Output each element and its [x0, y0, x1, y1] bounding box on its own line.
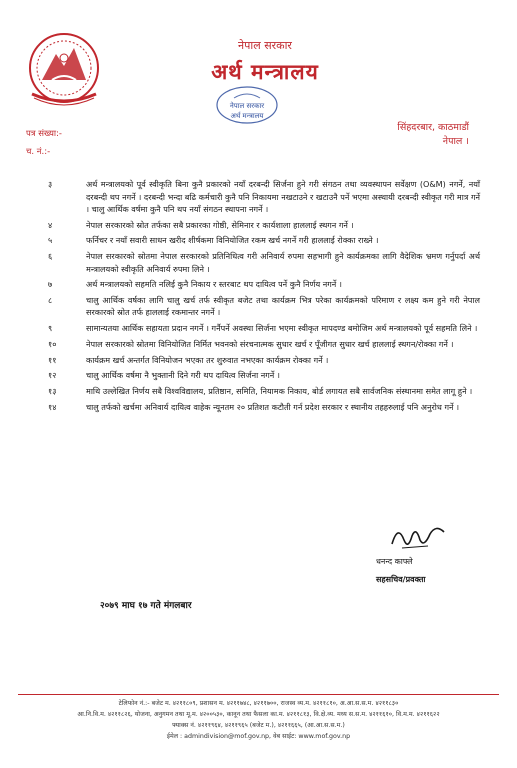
dispatch-number-label: च. नं.:-	[26, 147, 51, 157]
item-text: चालु तर्फको खर्चमा अनिवार्य दायित्व वाहेक न्यूनतम २० प्रतिशत कटौती गर्न प्रदेश सरकार र स्थानीय तहहरुलाई पनि अनुरोध गर्ने ।	[86, 401, 460, 412]
letter-number-label: पत्र संख्या:-	[26, 129, 63, 139]
signatory-title: सहसचिव/प्रवक्ता	[376, 575, 426, 584]
list-item	[30, 219, 480, 232]
item-number: ७	[48, 279, 53, 290]
item-text: अर्थ मन्त्रालयको पूर्व स्वीकृति बिना कुनै प्रकारको नयाँ दरबन्दी सिर्जना हुने गरी संगठन तथा व्यवस्थापन सर्वेक्षण (O&M) नगर्ने, नयाँ दरबन्दी थप नगर्ने । दरबन्दी भन्दा बढि कर्मचारी कुनै पनि निकायमा नखटाउने र खटाउनै पर्ने भएमा अस्थायी दरबन्दी स्वीकृत गरी मात्र गर्ने । चालु आर्थिक वर्षमा कुनै पनि थप नयाँ संगठन स्थापना नगर्ने ।	[86, 179, 480, 214]
footer-divider	[18, 694, 499, 695]
signature-mark	[388, 518, 448, 554]
list-item	[30, 401, 480, 414]
item-number: १०	[48, 338, 57, 349]
list-item	[30, 338, 480, 351]
item-text: सामान्यतया आर्थिक सहायता प्रदान नगर्ने । गर्नैपर्ने अवस्था सिर्जना भएमा स्वीकृत मापदण्ड बमोजिम अर्थ मन्त्रालयको पूर्व सहमति लिने ।	[86, 323, 478, 334]
place-line-1: सिंहदरबार, काठमाडौं	[397, 122, 469, 133]
list-item	[30, 294, 480, 319]
item-number: ९	[48, 323, 53, 334]
list-item	[30, 250, 480, 275]
item-text: चालु आर्थिक वर्षमा नै भुक्तानी दिने गरी थप दायित्व सिर्जना नगर्ने ।	[86, 370, 280, 381]
item-number: ३	[48, 179, 53, 189]
list-item	[30, 234, 480, 247]
stamp-text-top: नेपाल सरकार	[229, 102, 265, 110]
stamp-text-bottom: अर्थ मन्त्रालय	[230, 112, 264, 120]
ministry-heading: अर्थ मन्त्रालय	[211, 60, 319, 84]
list-item	[30, 385, 480, 398]
list-item	[30, 178, 480, 216]
document-date: २०७९ माघ १७ गते मंगलबार	[100, 601, 192, 611]
item-number: १२	[48, 370, 57, 381]
footer-email-line: ईमेल : admindivision@mof.gov.np, वेब साईट: www.mof.gov.np	[166, 733, 351, 740]
list-item	[30, 369, 480, 382]
list-item	[30, 354, 480, 367]
item-number: १४	[48, 401, 57, 412]
item-text: नेपाल सरकारको स्रोतमा विनियोजित निर्मित भवनको संरचनात्मक सुधार खर्च र पूँजीगत सुधार खर्च हाललाई स्थगन/रोक्का गर्ने ।	[86, 338, 454, 349]
item-number: ११	[48, 354, 57, 365]
footer-phone-line: टेलिफोन नं.:- बजेट म. ४२११८०९, प्रशासन म. ४२११७४८, ४२११७००, राजस्व व्य.म. ४२११८१०, अ.आ.स.स.म. ४२११८३०	[118, 700, 399, 707]
item-text: माथि उल्लेखित निर्णय सबै विश्वविद्यालय, प्रतिष्ठान, समिति, नियामक निकाय, बोर्ड लगायत सबै सार्वजनिक संस्थानमा समेत लागू हुने ।	[86, 385, 473, 396]
item-number: ४	[48, 219, 53, 230]
place-line-2: नेपाल ।	[442, 136, 469, 147]
list-item	[30, 278, 480, 291]
item-text: नेपाल सरकारको स्रोत तर्फका सबै प्रकारका गोष्ठी, सेमिनार र कार्यशाला हाललाई स्थगन गर्ने ।	[86, 219, 354, 230]
item-number: १३	[48, 385, 57, 396]
item-text: नेपाल सरकारको स्रोतमा नेपाल सरकारको प्रतिनिधित्व गरी अनिवार्य रुपमा सहभागी हुने कार्यक्रमका लागि वैदेशिक भ्रमण गर्नुपर्दा अर्थ मन्त्रालयको स्वीकृति अनिवार्य रुपमा लिने ।	[86, 251, 480, 274]
decision-list	[30, 178, 480, 416]
item-number: ८	[48, 294, 53, 305]
signatory-name: धनन्द काफ्ले	[376, 557, 413, 566]
contact-footer	[20, 698, 497, 742]
item-number: ६	[48, 251, 53, 262]
item-text: फर्निचर र नयाँ सवारी साधन खरीद शीर्षकमा विनियोजित रकम खर्च नगर्ने गरी हाललाई रोक्का राख्ने ।	[86, 235, 379, 246]
item-text: कार्यक्रम खर्च अन्तर्गत विनियोजन भएका तर शुरुवात नभएका कार्यक्रम रोक्का गर्ने ।	[86, 354, 329, 365]
item-text: अर्थ मन्त्रालयको सहमति नलिई कुनै निकाय र स्तरबाट थप दायित्व पर्ने कुनै निर्णय नगर्ने ।	[86, 279, 342, 290]
government-heading: नेपाल सरकार	[238, 39, 292, 52]
item-text: चालु आर्थिक वर्षका लागि चालु खर्च तर्फ स्वीकृत बजेट तथा कार्यक्रम भित्र परेका कार्यक्रमको परिमाण र लक्ष्य कम हुने गरी नेपाल सरकारको स्रोत तर्फ हाललाई रकमान्तर नगर्ने ।	[86, 294, 480, 318]
ministry-stamp	[212, 84, 282, 126]
nepal-emblem-logo	[22, 28, 106, 112]
footer-phone-line-2: आ.नि.वि.म. ४२११८२६, योजना, अनुगमन तथा मू.म. ४२००५३०, कानून तथा फैसला का.म. ४२११८१३, वि.क्षे.व्य. मध्य स.स.म. ४२११६१०, वि.म.म. ४२११६२२	[77, 711, 440, 718]
item-number: ५	[48, 235, 53, 246]
footer-fax-line: फ्याक्स नं. ४२११९६४, ४२११९६५ (बजेट म.), ४२११६६५, (आ.आ.स.स.म.)	[172, 722, 345, 729]
list-item	[30, 322, 480, 335]
